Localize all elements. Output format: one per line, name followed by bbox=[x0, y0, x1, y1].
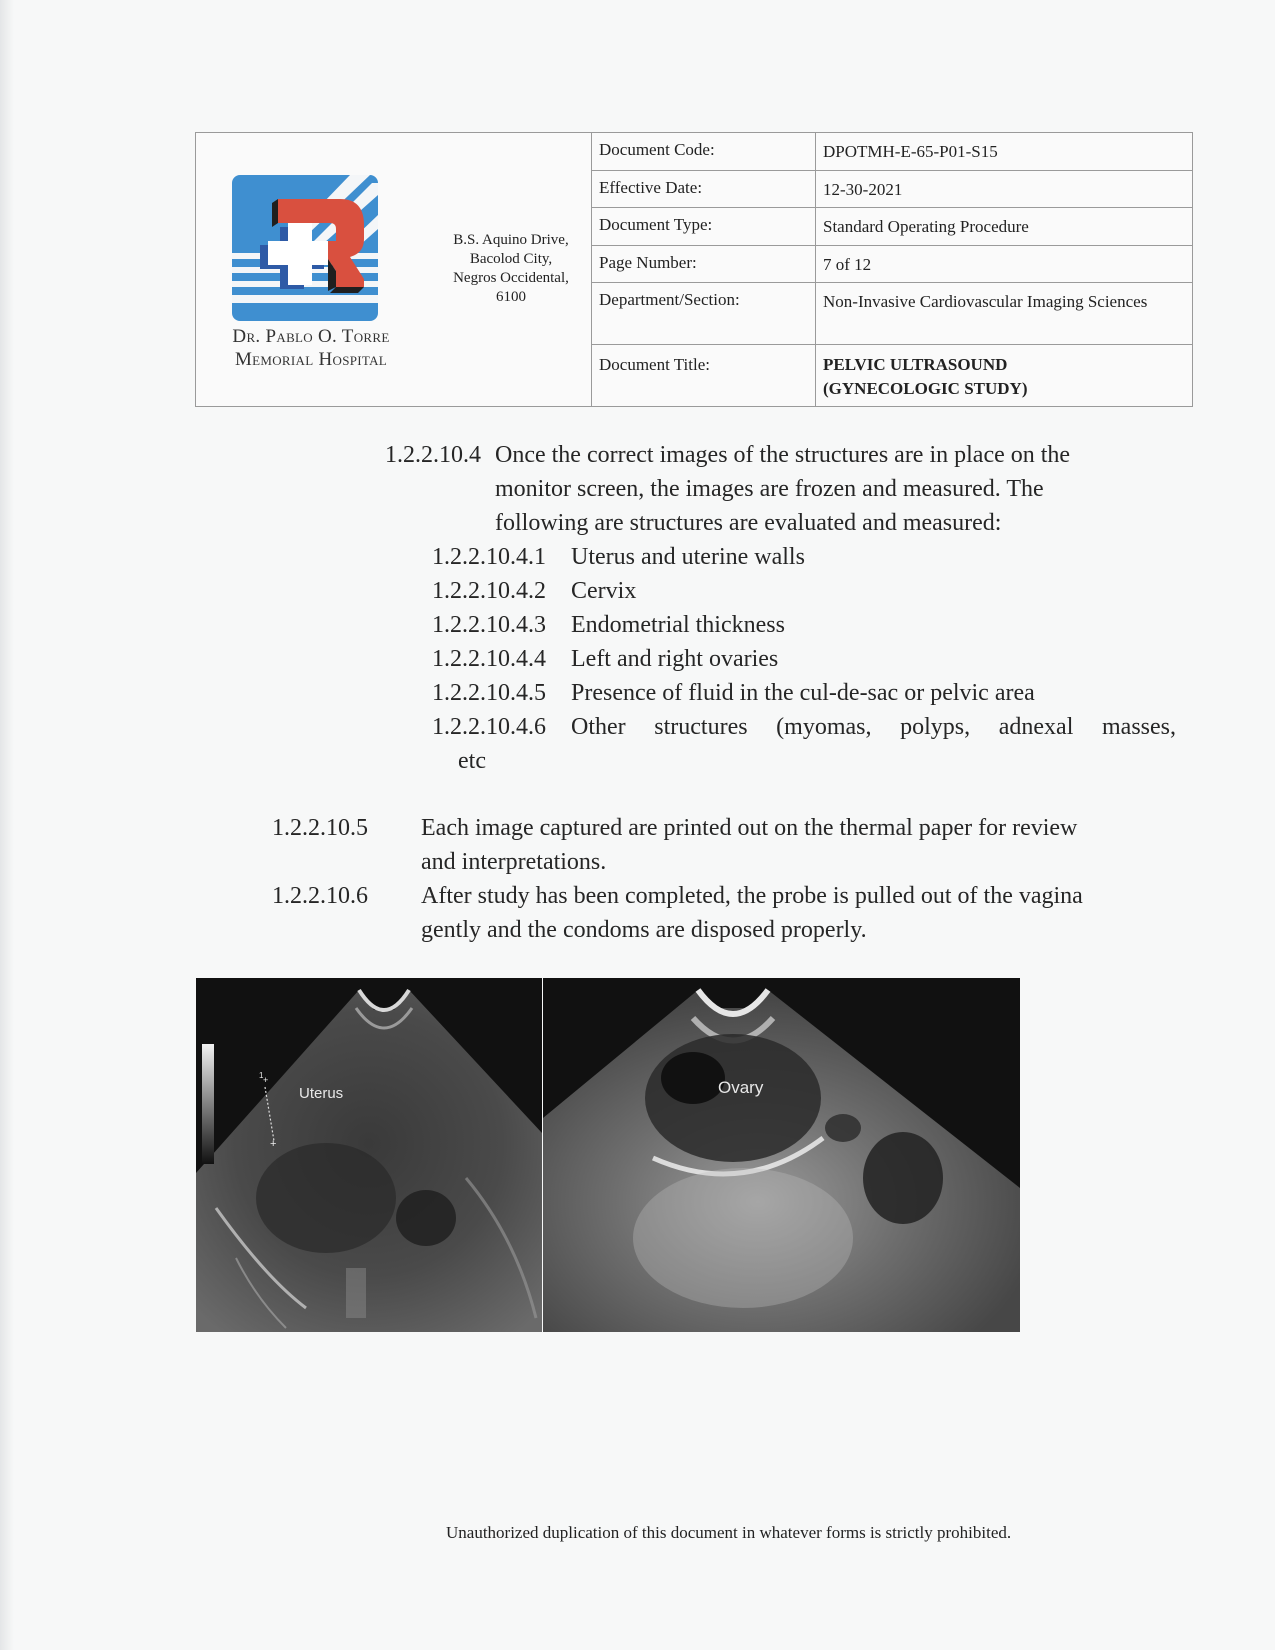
sub-item-number: 1.2.2.10.4.2 bbox=[432, 578, 546, 604]
meta-label: Document Title: bbox=[592, 345, 816, 406]
meta-row-page-number bbox=[592, 246, 1193, 283]
sub-item-text: Endometrial thickness bbox=[571, 612, 785, 638]
meta-row-department bbox=[592, 283, 1193, 345]
step-number: 1.2.2.10.4 bbox=[385, 442, 481, 468]
document-header-table bbox=[195, 132, 1193, 407]
sub-item-number: 1.2.2.10.4.4 bbox=[432, 646, 546, 672]
svg-text:+: + bbox=[263, 1075, 269, 1085]
step-text-line: Each image captured are printed out on the thermal paper for review bbox=[421, 815, 1078, 841]
sub-item-number: 1.2.2.10.4.3 bbox=[432, 612, 546, 638]
sub-item-text: Presence of fluid in the cul-de-sac or pelvic area bbox=[571, 680, 1035, 706]
hospital-address bbox=[426, 231, 596, 305]
meta-row-document-type bbox=[592, 208, 1193, 246]
step-text-line: After study has been completed, the probe is pulled out of the vagina bbox=[421, 883, 1083, 909]
step-text-line: monitor screen, the images are frozen and measured. The bbox=[495, 476, 1044, 502]
meta-row-document-title bbox=[592, 345, 1193, 406]
document-meta-grid bbox=[591, 133, 1193, 406]
uterus-label: Uterus bbox=[299, 1085, 344, 1102]
scan-edge bbox=[0, 0, 14, 1650]
meta-value: Standard Operating Procedure bbox=[823, 217, 1029, 236]
ultrasound-scan-ovary bbox=[543, 978, 1020, 1332]
svg-text:+: + bbox=[270, 1138, 277, 1150]
sub-item-number: 1.2.2.10.4.6 bbox=[432, 714, 546, 740]
uterus-ultrasound-image bbox=[196, 978, 542, 1332]
sub-item-continuation: etc bbox=[458, 748, 486, 774]
ovary-ultrasound-image bbox=[543, 978, 1020, 1332]
meta-label: Effective Date: bbox=[592, 171, 816, 207]
address-line: Bacolod City, bbox=[469, 251, 553, 267]
meta-label: Page Number: bbox=[592, 246, 816, 282]
meta-label: Document Type: bbox=[592, 208, 816, 245]
address-line: 6100 bbox=[496, 289, 526, 305]
meta-label: Department/Section: bbox=[592, 283, 816, 344]
step-text-line: following are structures are evaluated and measured: bbox=[495, 510, 1002, 536]
step-text-line: Once the correct images of the structures are in place on the bbox=[495, 442, 1071, 468]
sub-item-text: Uterus and uterine walls bbox=[571, 544, 805, 570]
hospital-name bbox=[206, 325, 416, 371]
footer-notice: Unauthorized duplication of this document in whatever forms is strictly prohibited. bbox=[446, 1523, 1012, 1542]
sub-item-number: 1.2.2.10.4.5 bbox=[432, 680, 546, 706]
meta-value: 7 of 12 bbox=[823, 255, 872, 274]
address-line: Negros Occidental, bbox=[453, 270, 569, 286]
hospital-logo-icon bbox=[232, 175, 382, 325]
meta-row-document-code bbox=[592, 133, 1193, 171]
sub-item-text: Cervix bbox=[571, 578, 637, 604]
document-title: PELVIC ULTRASOUND (GYNECOLOGIC STUDY) bbox=[823, 355, 1028, 398]
ovary-label: Ovary bbox=[718, 1078, 764, 1097]
ultrasound-scan-uterus bbox=[196, 978, 542, 1332]
step-number: 1.2.2.10.6 bbox=[272, 883, 368, 909]
meta-row-effective-date bbox=[592, 171, 1193, 208]
address-line: B.S. Aquino Drive, bbox=[453, 232, 569, 248]
caliper-marker: 1 bbox=[259, 1071, 264, 1080]
hospital-name-line1: Dr. Pablo O. Torre bbox=[232, 326, 390, 347]
meta-value: Non-Invasive Cardiovascular Imaging Sciences bbox=[823, 292, 1148, 311]
step-text-line: gently and the condoms are disposed properly. bbox=[421, 917, 867, 943]
meta-value: 12-30-2021 bbox=[823, 180, 903, 199]
meta-label: Document Code: bbox=[592, 133, 816, 170]
sub-item-text: Left and right ovaries bbox=[571, 646, 779, 672]
logo-cell bbox=[196, 133, 391, 406]
hospital-name-line2: Memorial Hospital bbox=[234, 349, 388, 370]
meta-value: DPOTMH-E-65-P01-S15 bbox=[823, 142, 998, 161]
sub-item-number: 1.2.2.10.4.1 bbox=[432, 544, 546, 570]
step-number: 1.2.2.10.5 bbox=[272, 815, 368, 841]
step-text-line: and interpretations. bbox=[421, 849, 607, 875]
sub-item-text: Other structures (myomas, polyps, adnexal masses, bbox=[571, 714, 1176, 740]
